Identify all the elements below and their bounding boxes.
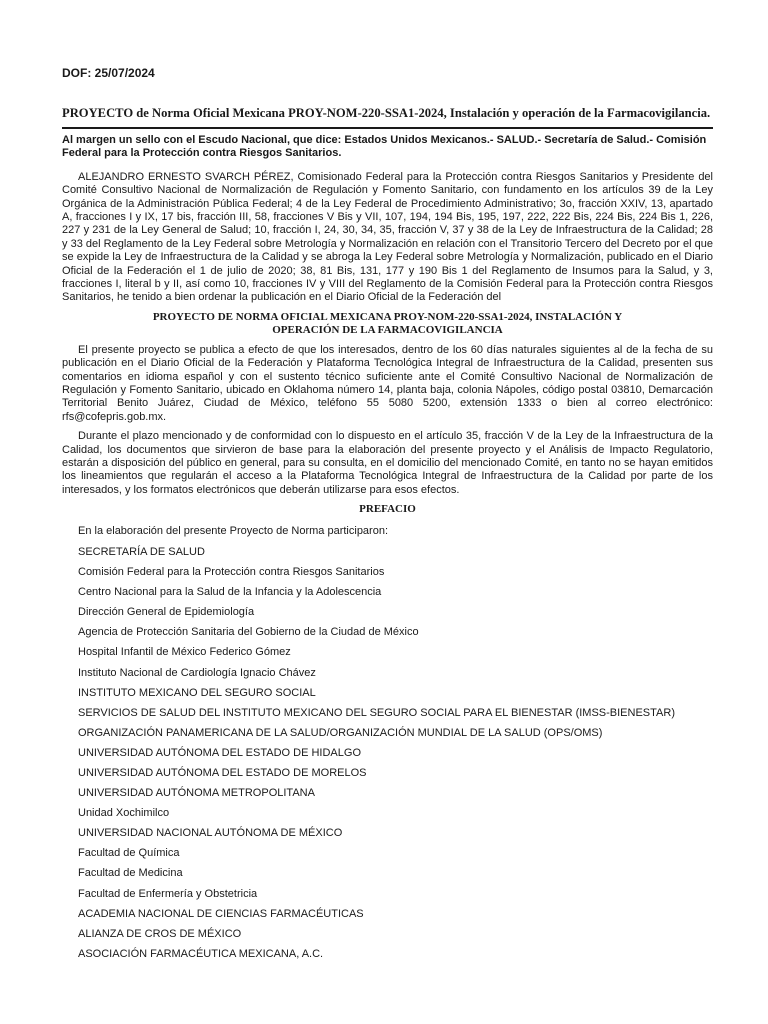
list-item: SECRETARÍA DE SALUD: [78, 545, 205, 558]
list-item: UNIVERSIDAD AUTÓNOMA METROPOLITANA: [78, 787, 315, 800]
list-item: ASOCIACIÓN FARMACÉUTICA MEXICANA, A.C.: [78, 947, 324, 960]
list-item: Dirección General de Epidemiología: [78, 606, 255, 619]
paragraph-fundamento: ALEJANDRO ERNESTO SVARCH PÉREZ, Comisionado Federal para la Protección contra Riesgos Sanitarios y Presidente del Comité Consultivo Nacional de Normalización de Regulación y Fomento Sanitario, con fundamento en los artículos 39 de la Ley Orgánica de la Administración Pública Federal; 4 de la Ley Federal de Procedimiento Administrativo; 3o, fracción XXIV, 13, apartado A, fracciones I y IX, 17 bis, fracción III, 58, fracciones V Bis y VII, 107, 194, 194 Bis, 195, 197, 222, 222 Bis, 224 Bis, 224 Bis 1, 226, 227 y 231 de la Ley General de Salud; 10, fracción I, 24, 30, 34, 35, fracción V, 37 y 38 de la Ley de Infraestructura de la Calidad; 28 y 33 del Reglamento de la Ley Federal sobre Metrología y Normalización en relación con el Transitorio Tercero del Decreto por el que se expide la Ley de Infraestructura de la Calidad y se abroga la Ley Federal sobre Metrología y Normalización, publicado en el Diario Oficial de la Federación el 1 de julio de 2020; 38, 81 Bis, 131, 177 y 190 Bis 1 del Reglamento de Insumos para la Salud, y 3, fracciones I, literal b y II, así como 10, fracciones IV y VIII del Reglamento de la Comisión Federal para la Protección contra Riesgos Sanitarios, he tenido a bien ordenar la publicación en el Diario Oficial de la Federación del: [62, 170, 713, 304]
document-body: [62, 134, 713, 968]
list-item: Centro Nacional para la Salud de la Infancia y la Adolescencia: [78, 586, 382, 599]
list-item: Instituto Nacional de Cardiología Ignacio Chávez: [78, 666, 316, 679]
list-item: UNIVERSIDAD AUTÓNOMA DEL ESTADO DE HIDALGO: [78, 746, 361, 759]
norm-title-line-2: OPERACIÓN DE LA FARMACOVIGILANCIA: [272, 324, 503, 337]
list-item: UNIVERSIDAD NACIONAL AUTÓNOMA DE MÉXICO: [78, 827, 343, 840]
list-item: Facultad de Medicina: [78, 867, 183, 880]
list-item: Agencia de Protección Sanitaria del Gobierno de la Ciudad de México: [78, 626, 419, 639]
dof-date: DOF: 25/07/2024: [62, 66, 155, 80]
prefacio-intro: En la elaboración del presente Proyecto de Norma participaron:: [78, 524, 389, 537]
list-item: INSTITUTO MEXICANO DEL SEGURO SOCIAL: [78, 686, 316, 699]
list-item: Unidad Xochimilco: [78, 807, 170, 820]
list-item: Facultad de Enfermería y Obstetricia: [78, 887, 258, 900]
document-title: PROYECTO de Norma Oficial Mexicana PROY-NOM-220-SSA1-2024, Instalación y operación de la Farmacovigilancia.: [62, 106, 713, 129]
list-item: ACADEMIA NACIONAL DE CIENCIAS FARMACÉUTICAS: [78, 907, 364, 920]
list-item: Comisión Federal para la Protección contra Riesgos Sanitarios: [78, 566, 385, 579]
list-item: SERVICIOS DE SALUD DEL INSTITUTO MEXICANO DEL SEGURO SOCIAL PARA EL BIENESTAR (IMSS-BIENESTAR): [78, 706, 675, 719]
margin-note: Al margen un sello con el Escudo Nacional, que dice: Estados Unidos Mexicanos.- SALUD.- Secretaría de Salud.- Comisión Federal para la Protección contra Riesgos Sanitarios.: [62, 134, 707, 160]
norm-title-line-1: PROYECTO DE NORMA OFICIAL MEXICANA PROY-NOM-220-SSA1-2024, INSTALACIÓN Y: [152, 310, 623, 323]
norm-title: [62, 311, 713, 338]
prefacio-heading: PREFACIO: [359, 503, 416, 516]
list-item: Hospital Infantil de México Federico Gómez: [78, 646, 291, 659]
participants-list: [62, 546, 713, 961]
list-item: Facultad de Química: [78, 847, 180, 860]
paragraph-publicacion: El presente proyecto se publica a efecto de que los interesados, dentro de los 60 días naturales siguientes al de la fecha de su publicación en el Diario Oficial de la Federación y Plataforma Tecnológica Integral de Infraestructura de la Calidad, presenten sus comentarios en idioma español y con el sustento técnico suficiente ante el Comité Consultivo Nacional de Normalización de Regulación y Fomento Sanitario, ubicado en Oklahoma número 14, planta baja, colonia Nápoles, código postal 03810, Demarcación Territorial Benito Juárez, Ciudad de México, teléfono 55 5080 5200, extensión 1333 o bien al correo electrónico: rfs@cofepris.gob.mx.: [62, 343, 713, 423]
list-item: ALIANZA DE CROS DE MÉXICO: [78, 927, 242, 940]
list-item: ORGANIZACIÓN PANAMERICANA DE LA SALUD/ORGANIZACIÓN MUNDIAL DE LA SALUD (OPS/OMS): [78, 726, 603, 739]
paragraph-plazo: Durante el plazo mencionado y de conformidad con lo dispuesto en el artículo 35, fracción V de la Ley de la Infraestructura de la Calidad, los documentos que sirvieron de base para la elaboración del presente proyecto y el Análisis de Impacto Regulatorio, estarán a disposición del público en general, para su consulta, en el domicilio del mencionado Comité, en tanto no se hayan emitidos los lineamientos que regularán el acceso a la Plataforma Tecnológica Integral de Infraestructura de la Calidad por parte de los interesados, y los formatos electrónicos que deberán utilizarse para esos efectos.: [62, 430, 713, 496]
list-item: UNIVERSIDAD AUTÓNOMA DEL ESTADO DE MORELOS: [78, 767, 367, 779]
